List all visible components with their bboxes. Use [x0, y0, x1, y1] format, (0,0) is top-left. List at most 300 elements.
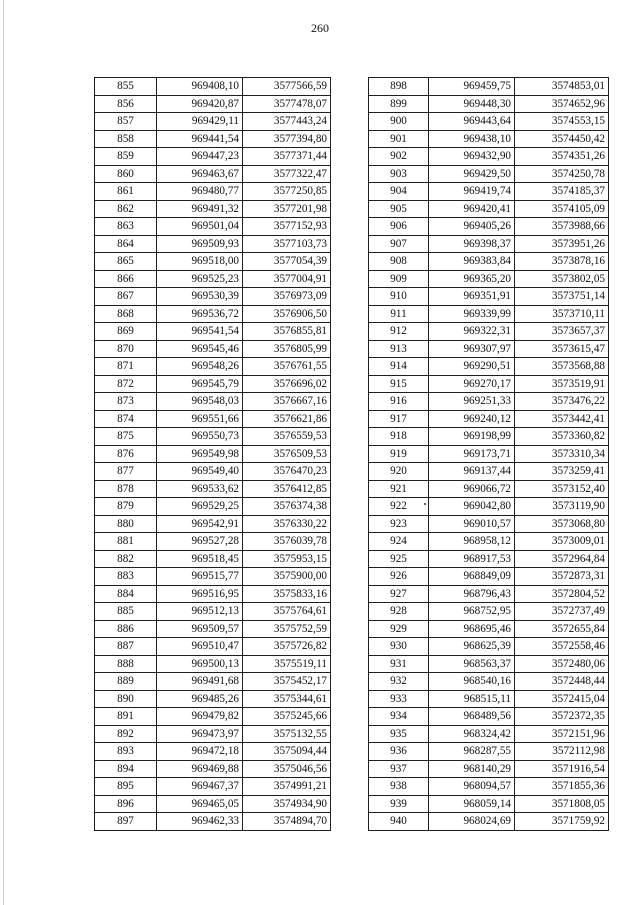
- y-coordinate-cell: 3574934,90: [243, 795, 331, 813]
- y-coordinate-cell: 3571808,05: [515, 795, 609, 813]
- y-coordinate-cell: 3575094,44: [243, 743, 331, 761]
- point-number-cell: 888: [95, 655, 157, 673]
- x-coordinate-cell: 969173,71: [429, 445, 515, 463]
- table-row: [95, 393, 331, 411]
- point-number-cell: 929: [369, 620, 429, 638]
- point-number-cell: 901: [369, 130, 429, 148]
- table-row: [95, 550, 331, 568]
- x-coordinate-cell: 968024,69: [429, 813, 515, 831]
- x-coordinate-cell: 968796,43: [429, 585, 515, 603]
- table-row: [369, 288, 609, 306]
- table-row: [95, 428, 331, 446]
- point-number-cell: 894: [95, 760, 157, 778]
- point-number-cell: 885: [95, 603, 157, 621]
- table-row: [95, 235, 331, 253]
- point-number-cell: 869: [95, 323, 157, 341]
- y-coordinate-cell: 3577478,07: [243, 95, 331, 113]
- x-coordinate-cell: 969447,23: [157, 148, 243, 166]
- point-number-cell: 900: [369, 113, 429, 131]
- y-coordinate-cell: 3573476,22: [515, 393, 609, 411]
- x-coordinate-cell: 969398,37: [429, 235, 515, 253]
- x-coordinate-cell: 969536,72: [157, 305, 243, 323]
- x-coordinate-cell: 969533,62: [157, 480, 243, 498]
- x-coordinate-cell: 969405,26: [429, 218, 515, 236]
- table-row: [369, 655, 609, 673]
- table-row: [95, 253, 331, 271]
- table-row: [95, 340, 331, 358]
- x-coordinate-cell: 968059,14: [429, 795, 515, 813]
- y-coordinate-cell: 3572151,96: [515, 725, 609, 743]
- y-coordinate-cell: 3574185,37: [515, 183, 609, 201]
- point-number-cell: 893: [95, 743, 157, 761]
- x-coordinate-cell: 969290,51: [429, 358, 515, 376]
- table-row: [369, 375, 609, 393]
- table-row: [95, 165, 331, 183]
- table-row: [95, 200, 331, 218]
- point-number-cell: 855: [95, 78, 157, 96]
- point-number-cell: 892: [95, 725, 157, 743]
- y-coordinate-cell: 3576805,99: [243, 340, 331, 358]
- point-number-cell: 870: [95, 340, 157, 358]
- x-coordinate-cell: 968849,09: [429, 568, 515, 586]
- table-row: [95, 673, 331, 691]
- x-coordinate-cell: 968917,53: [429, 550, 515, 568]
- point-number-cell: 919: [369, 445, 429, 463]
- point-number-cell: 912: [369, 323, 429, 341]
- x-coordinate-cell: 969198,99: [429, 428, 515, 446]
- point-number-cell: 865: [95, 253, 157, 271]
- y-coordinate-cell: 3576696,02: [243, 375, 331, 393]
- x-coordinate-cell: 968140,29: [429, 760, 515, 778]
- coordinates-table-left: [94, 77, 331, 831]
- table-row: [369, 165, 609, 183]
- table-row: [369, 253, 609, 271]
- y-coordinate-cell: 3576855,81: [243, 323, 331, 341]
- point-number-cell: 871: [95, 358, 157, 376]
- x-coordinate-cell: 969251,33: [429, 393, 515, 411]
- table-row: [95, 585, 331, 603]
- y-coordinate-cell: 3576330,22: [243, 515, 331, 533]
- point-number-cell: 863: [95, 218, 157, 236]
- table-row: [95, 445, 331, 463]
- table-row: [369, 813, 609, 831]
- x-coordinate-cell: 969479,82: [157, 708, 243, 726]
- y-coordinate-cell: 3572372,35: [515, 708, 609, 726]
- table-row: [369, 498, 609, 516]
- table-row: [95, 480, 331, 498]
- table-row: [369, 708, 609, 726]
- y-coordinate-cell: 3573009,01: [515, 533, 609, 551]
- y-coordinate-cell: 3574450,42: [515, 130, 609, 148]
- y-coordinate-cell: 3573710,11: [515, 305, 609, 323]
- coordinates-table-right: [368, 77, 609, 831]
- point-number-cell: 867: [95, 288, 157, 306]
- y-coordinate-cell: 3574553,15: [515, 113, 609, 131]
- point-number-cell: 862: [95, 200, 157, 218]
- y-coordinate-cell: 3577371,44: [243, 148, 331, 166]
- x-coordinate-cell: 969438,10: [429, 130, 515, 148]
- table-row: [369, 148, 609, 166]
- table-row: [369, 673, 609, 691]
- point-number-cell: 878: [95, 480, 157, 498]
- table-row: [95, 78, 331, 96]
- point-number-cell: 905: [369, 200, 429, 218]
- x-coordinate-cell: 969518,45: [157, 550, 243, 568]
- y-coordinate-cell: 3573802,05: [515, 270, 609, 288]
- y-coordinate-cell: 3573119,90: [515, 498, 609, 516]
- table-row: [95, 568, 331, 586]
- x-coordinate-cell: 969042,80: [429, 498, 515, 516]
- x-coordinate-cell: 969548,03: [157, 393, 243, 411]
- point-number-cell: 880: [95, 515, 157, 533]
- y-coordinate-cell: 3573615,47: [515, 340, 609, 358]
- table-row: [95, 375, 331, 393]
- y-coordinate-cell: 3576906,50: [243, 305, 331, 323]
- table-row: [95, 113, 331, 131]
- y-coordinate-cell: 3575452,17: [243, 673, 331, 691]
- y-coordinate-cell: 3574894,70: [243, 813, 331, 831]
- table-row: [369, 568, 609, 586]
- x-coordinate-cell: 969010,57: [429, 515, 515, 533]
- table-row: [369, 270, 609, 288]
- point-number-cell: 911: [369, 305, 429, 323]
- point-number-cell: 917: [369, 410, 429, 428]
- y-coordinate-cell: 3577201,98: [243, 200, 331, 218]
- y-coordinate-cell: 3573657,37: [515, 323, 609, 341]
- x-coordinate-cell: 969527,28: [157, 533, 243, 551]
- y-coordinate-cell: 3571855,36: [515, 778, 609, 796]
- table-row: [95, 148, 331, 166]
- x-coordinate-cell: 969137,44: [429, 463, 515, 481]
- point-number-cell: 881: [95, 533, 157, 551]
- y-coordinate-cell: 3576973,09: [243, 288, 331, 306]
- table-row: [369, 428, 609, 446]
- table-row: [95, 533, 331, 551]
- y-coordinate-cell: 3575519,11: [243, 655, 331, 673]
- x-coordinate-cell: 969463,67: [157, 165, 243, 183]
- y-coordinate-cell: 3575344,61: [243, 690, 331, 708]
- table-row: [95, 760, 331, 778]
- table-row: [95, 305, 331, 323]
- y-coordinate-cell: 3575046,56: [243, 760, 331, 778]
- y-coordinate-cell: 3576039,78: [243, 533, 331, 551]
- point-number-cell: 856: [95, 95, 157, 113]
- y-coordinate-cell: 3573068,80: [515, 515, 609, 533]
- x-coordinate-cell: 969469,88: [157, 760, 243, 778]
- x-coordinate-cell: 969383,84: [429, 253, 515, 271]
- coordinates-table-left-body: [95, 78, 331, 831]
- x-coordinate-cell: 969419,74: [429, 183, 515, 201]
- x-coordinate-cell: 969491,32: [157, 200, 243, 218]
- point-number-cell: 909: [369, 270, 429, 288]
- table-row: [369, 743, 609, 761]
- x-coordinate-cell: 969270,17: [429, 375, 515, 393]
- table-row: [369, 620, 609, 638]
- table-row: [95, 410, 331, 428]
- y-coordinate-cell: 3575726,82: [243, 638, 331, 656]
- table-row: [369, 78, 609, 96]
- table-row: [369, 533, 609, 551]
- table-row: [95, 743, 331, 761]
- y-coordinate-cell: 3576374,38: [243, 498, 331, 516]
- point-number-cell: 936: [369, 743, 429, 761]
- point-number-cell: 924: [369, 533, 429, 551]
- x-coordinate-cell: 969408,10: [157, 78, 243, 96]
- y-coordinate-cell: 3575752,59: [243, 620, 331, 638]
- y-coordinate-cell: 3573878,16: [515, 253, 609, 271]
- y-coordinate-cell: 3576761,55: [243, 358, 331, 376]
- y-coordinate-cell: 3572737,49: [515, 603, 609, 621]
- point-number-cell: 866: [95, 270, 157, 288]
- table-row: [95, 498, 331, 516]
- x-coordinate-cell: 969462,33: [157, 813, 243, 831]
- point-number-cell: 925: [369, 550, 429, 568]
- point-number-cell: 890: [95, 690, 157, 708]
- point-number-cell: 927: [369, 585, 429, 603]
- table-row: [369, 463, 609, 481]
- table-row: [369, 480, 609, 498]
- y-coordinate-cell: 3574250,78: [515, 165, 609, 183]
- point-number-cell: 918: [369, 428, 429, 446]
- point-number-cell: 926: [369, 568, 429, 586]
- y-coordinate-cell: 3573442,41: [515, 410, 609, 428]
- table-row: [95, 130, 331, 148]
- y-coordinate-cell: 3577322,47: [243, 165, 331, 183]
- x-coordinate-cell: 969448,30: [429, 95, 515, 113]
- x-coordinate-cell: 969473,97: [157, 725, 243, 743]
- x-coordinate-cell: 969512,13: [157, 603, 243, 621]
- scan-speck: [424, 503, 426, 505]
- x-coordinate-cell: 968540,16: [429, 673, 515, 691]
- x-coordinate-cell: 969549,98: [157, 445, 243, 463]
- point-number-cell: 921: [369, 480, 429, 498]
- x-coordinate-cell: 969480,77: [157, 183, 243, 201]
- y-coordinate-cell: 3574991,21: [243, 778, 331, 796]
- x-coordinate-cell: 968094,57: [429, 778, 515, 796]
- y-coordinate-cell: 3577054,39: [243, 253, 331, 271]
- point-number-cell: 882: [95, 550, 157, 568]
- x-coordinate-cell: 968324,42: [429, 725, 515, 743]
- x-coordinate-cell: 968958,12: [429, 533, 515, 551]
- point-number-cell: 895: [95, 778, 157, 796]
- point-number-cell: 903: [369, 165, 429, 183]
- point-number-cell: 922: [369, 498, 429, 516]
- table-row: [95, 463, 331, 481]
- point-number-cell: 858: [95, 130, 157, 148]
- x-coordinate-cell: 969432,90: [429, 148, 515, 166]
- x-coordinate-cell: 969518,00: [157, 253, 243, 271]
- y-coordinate-cell: 3577152,93: [243, 218, 331, 236]
- table-row: [95, 655, 331, 673]
- point-number-cell: 930: [369, 638, 429, 656]
- page-number: 260: [311, 21, 329, 35]
- point-number-cell: 940: [369, 813, 429, 831]
- y-coordinate-cell: 3574652,96: [515, 95, 609, 113]
- point-number-cell: 897: [95, 813, 157, 831]
- x-coordinate-cell: 968563,37: [429, 655, 515, 673]
- y-coordinate-cell: 3576621,86: [243, 410, 331, 428]
- x-coordinate-cell: 969429,11: [157, 113, 243, 131]
- table-row: [369, 340, 609, 358]
- y-coordinate-cell: 3573751,14: [515, 288, 609, 306]
- point-number-cell: 889: [95, 673, 157, 691]
- table-row: [369, 795, 609, 813]
- point-number-cell: 879: [95, 498, 157, 516]
- x-coordinate-cell: 969066,72: [429, 480, 515, 498]
- table-row: [95, 778, 331, 796]
- point-number-cell: 938: [369, 778, 429, 796]
- x-coordinate-cell: 969240,12: [429, 410, 515, 428]
- table-row: [369, 130, 609, 148]
- point-number-cell: 873: [95, 393, 157, 411]
- point-number-cell: 875: [95, 428, 157, 446]
- point-number-cell: 932: [369, 673, 429, 691]
- table-row: [369, 760, 609, 778]
- x-coordinate-cell: 968489,56: [429, 708, 515, 726]
- table-row: [369, 515, 609, 533]
- y-coordinate-cell: 3577004,91: [243, 270, 331, 288]
- table-row: [95, 620, 331, 638]
- x-coordinate-cell: 969465,05: [157, 795, 243, 813]
- x-coordinate-cell: 969529,25: [157, 498, 243, 516]
- y-coordinate-cell: 3573259,41: [515, 463, 609, 481]
- point-number-cell: 857: [95, 113, 157, 131]
- table-row: [369, 690, 609, 708]
- x-coordinate-cell: 969515,77: [157, 568, 243, 586]
- point-number-cell: 898: [369, 78, 429, 96]
- table-row: [95, 603, 331, 621]
- table-row: [369, 778, 609, 796]
- y-coordinate-cell: 3576667,16: [243, 393, 331, 411]
- table-row: [95, 515, 331, 533]
- x-coordinate-cell: 968515,11: [429, 690, 515, 708]
- point-number-cell: 920: [369, 463, 429, 481]
- table-row: [369, 113, 609, 131]
- x-coordinate-cell: 969509,57: [157, 620, 243, 638]
- x-coordinate-cell: 969516,95: [157, 585, 243, 603]
- x-coordinate-cell: 969542,91: [157, 515, 243, 533]
- y-coordinate-cell: 3574853,01: [515, 78, 609, 96]
- point-number-cell: 902: [369, 148, 429, 166]
- page-left-edge-line: [3, 0, 4, 905]
- coordinates-table-right-body: [369, 78, 609, 831]
- y-coordinate-cell: 3572480,06: [515, 655, 609, 673]
- table-row: [369, 603, 609, 621]
- point-number-cell: 896: [95, 795, 157, 813]
- point-number-cell: 887: [95, 638, 157, 656]
- x-coordinate-cell: 969459,75: [429, 78, 515, 96]
- point-number-cell: 874: [95, 410, 157, 428]
- table-row: [95, 708, 331, 726]
- y-coordinate-cell: 3572804,52: [515, 585, 609, 603]
- y-coordinate-cell: 3571759,92: [515, 813, 609, 831]
- point-number-cell: 935: [369, 725, 429, 743]
- y-coordinate-cell: 3575764,61: [243, 603, 331, 621]
- table-row: [95, 218, 331, 236]
- y-coordinate-cell: 3572873,31: [515, 568, 609, 586]
- table-row: [95, 690, 331, 708]
- table-row: [369, 235, 609, 253]
- point-number-cell: 931: [369, 655, 429, 673]
- x-coordinate-cell: 969420,41: [429, 200, 515, 218]
- table-row: [95, 795, 331, 813]
- y-coordinate-cell: 3572558,46: [515, 638, 609, 656]
- x-coordinate-cell: 969551,66: [157, 410, 243, 428]
- table-row: [369, 218, 609, 236]
- y-coordinate-cell: 3577394,80: [243, 130, 331, 148]
- y-coordinate-cell: 3574351,26: [515, 148, 609, 166]
- table-row: [95, 813, 331, 831]
- x-coordinate-cell: 969545,46: [157, 340, 243, 358]
- table-row: [369, 305, 609, 323]
- table-row: [369, 393, 609, 411]
- point-number-cell: 872: [95, 375, 157, 393]
- x-coordinate-cell: 969322,31: [429, 323, 515, 341]
- table-row: [369, 95, 609, 113]
- y-coordinate-cell: 3576509,53: [243, 445, 331, 463]
- x-coordinate-cell: 969509,93: [157, 235, 243, 253]
- y-coordinate-cell: 3571916,54: [515, 760, 609, 778]
- y-coordinate-cell: 3575900,00: [243, 568, 331, 586]
- x-coordinate-cell: 969549,40: [157, 463, 243, 481]
- point-number-cell: 914: [369, 358, 429, 376]
- point-number-cell: 916: [369, 393, 429, 411]
- table-row: [95, 183, 331, 201]
- x-coordinate-cell: 968287,55: [429, 743, 515, 761]
- x-coordinate-cell: 969541,54: [157, 323, 243, 341]
- y-coordinate-cell: 3577103,73: [243, 235, 331, 253]
- point-number-cell: 864: [95, 235, 157, 253]
- x-coordinate-cell: 969501,04: [157, 218, 243, 236]
- x-coordinate-cell: 968695,46: [429, 620, 515, 638]
- y-coordinate-cell: 3576412,85: [243, 480, 331, 498]
- y-coordinate-cell: 3573951,26: [515, 235, 609, 253]
- table-row: [95, 358, 331, 376]
- y-coordinate-cell: 3577566,59: [243, 78, 331, 96]
- table-row: [369, 200, 609, 218]
- point-number-cell: 860: [95, 165, 157, 183]
- y-coordinate-cell: 3573568,88: [515, 358, 609, 376]
- table-row: [369, 410, 609, 428]
- y-coordinate-cell: 3575132,55: [243, 725, 331, 743]
- y-coordinate-cell: 3575953,15: [243, 550, 331, 568]
- y-coordinate-cell: 3572964,84: [515, 550, 609, 568]
- table-row: [95, 95, 331, 113]
- table-row: [95, 638, 331, 656]
- point-number-cell: 907: [369, 235, 429, 253]
- x-coordinate-cell: 969485,26: [157, 690, 243, 708]
- point-number-cell: 915: [369, 375, 429, 393]
- y-coordinate-cell: 3572112,98: [515, 743, 609, 761]
- table-row: [95, 270, 331, 288]
- point-number-cell: 861: [95, 183, 157, 201]
- x-coordinate-cell: 969545,79: [157, 375, 243, 393]
- x-coordinate-cell: 968752,95: [429, 603, 515, 621]
- x-coordinate-cell: 969550,73: [157, 428, 243, 446]
- y-coordinate-cell: 3575833,16: [243, 585, 331, 603]
- x-coordinate-cell: 969491,68: [157, 673, 243, 691]
- x-coordinate-cell: 969443,64: [429, 113, 515, 131]
- x-coordinate-cell: 969472,18: [157, 743, 243, 761]
- x-coordinate-cell: 969548,26: [157, 358, 243, 376]
- table-row: [95, 323, 331, 341]
- y-coordinate-cell: 3572448,44: [515, 673, 609, 691]
- x-coordinate-cell: 969441,54: [157, 130, 243, 148]
- y-coordinate-cell: 3577250,85: [243, 183, 331, 201]
- table-row: [369, 445, 609, 463]
- table-row: [369, 638, 609, 656]
- point-number-cell: 877: [95, 463, 157, 481]
